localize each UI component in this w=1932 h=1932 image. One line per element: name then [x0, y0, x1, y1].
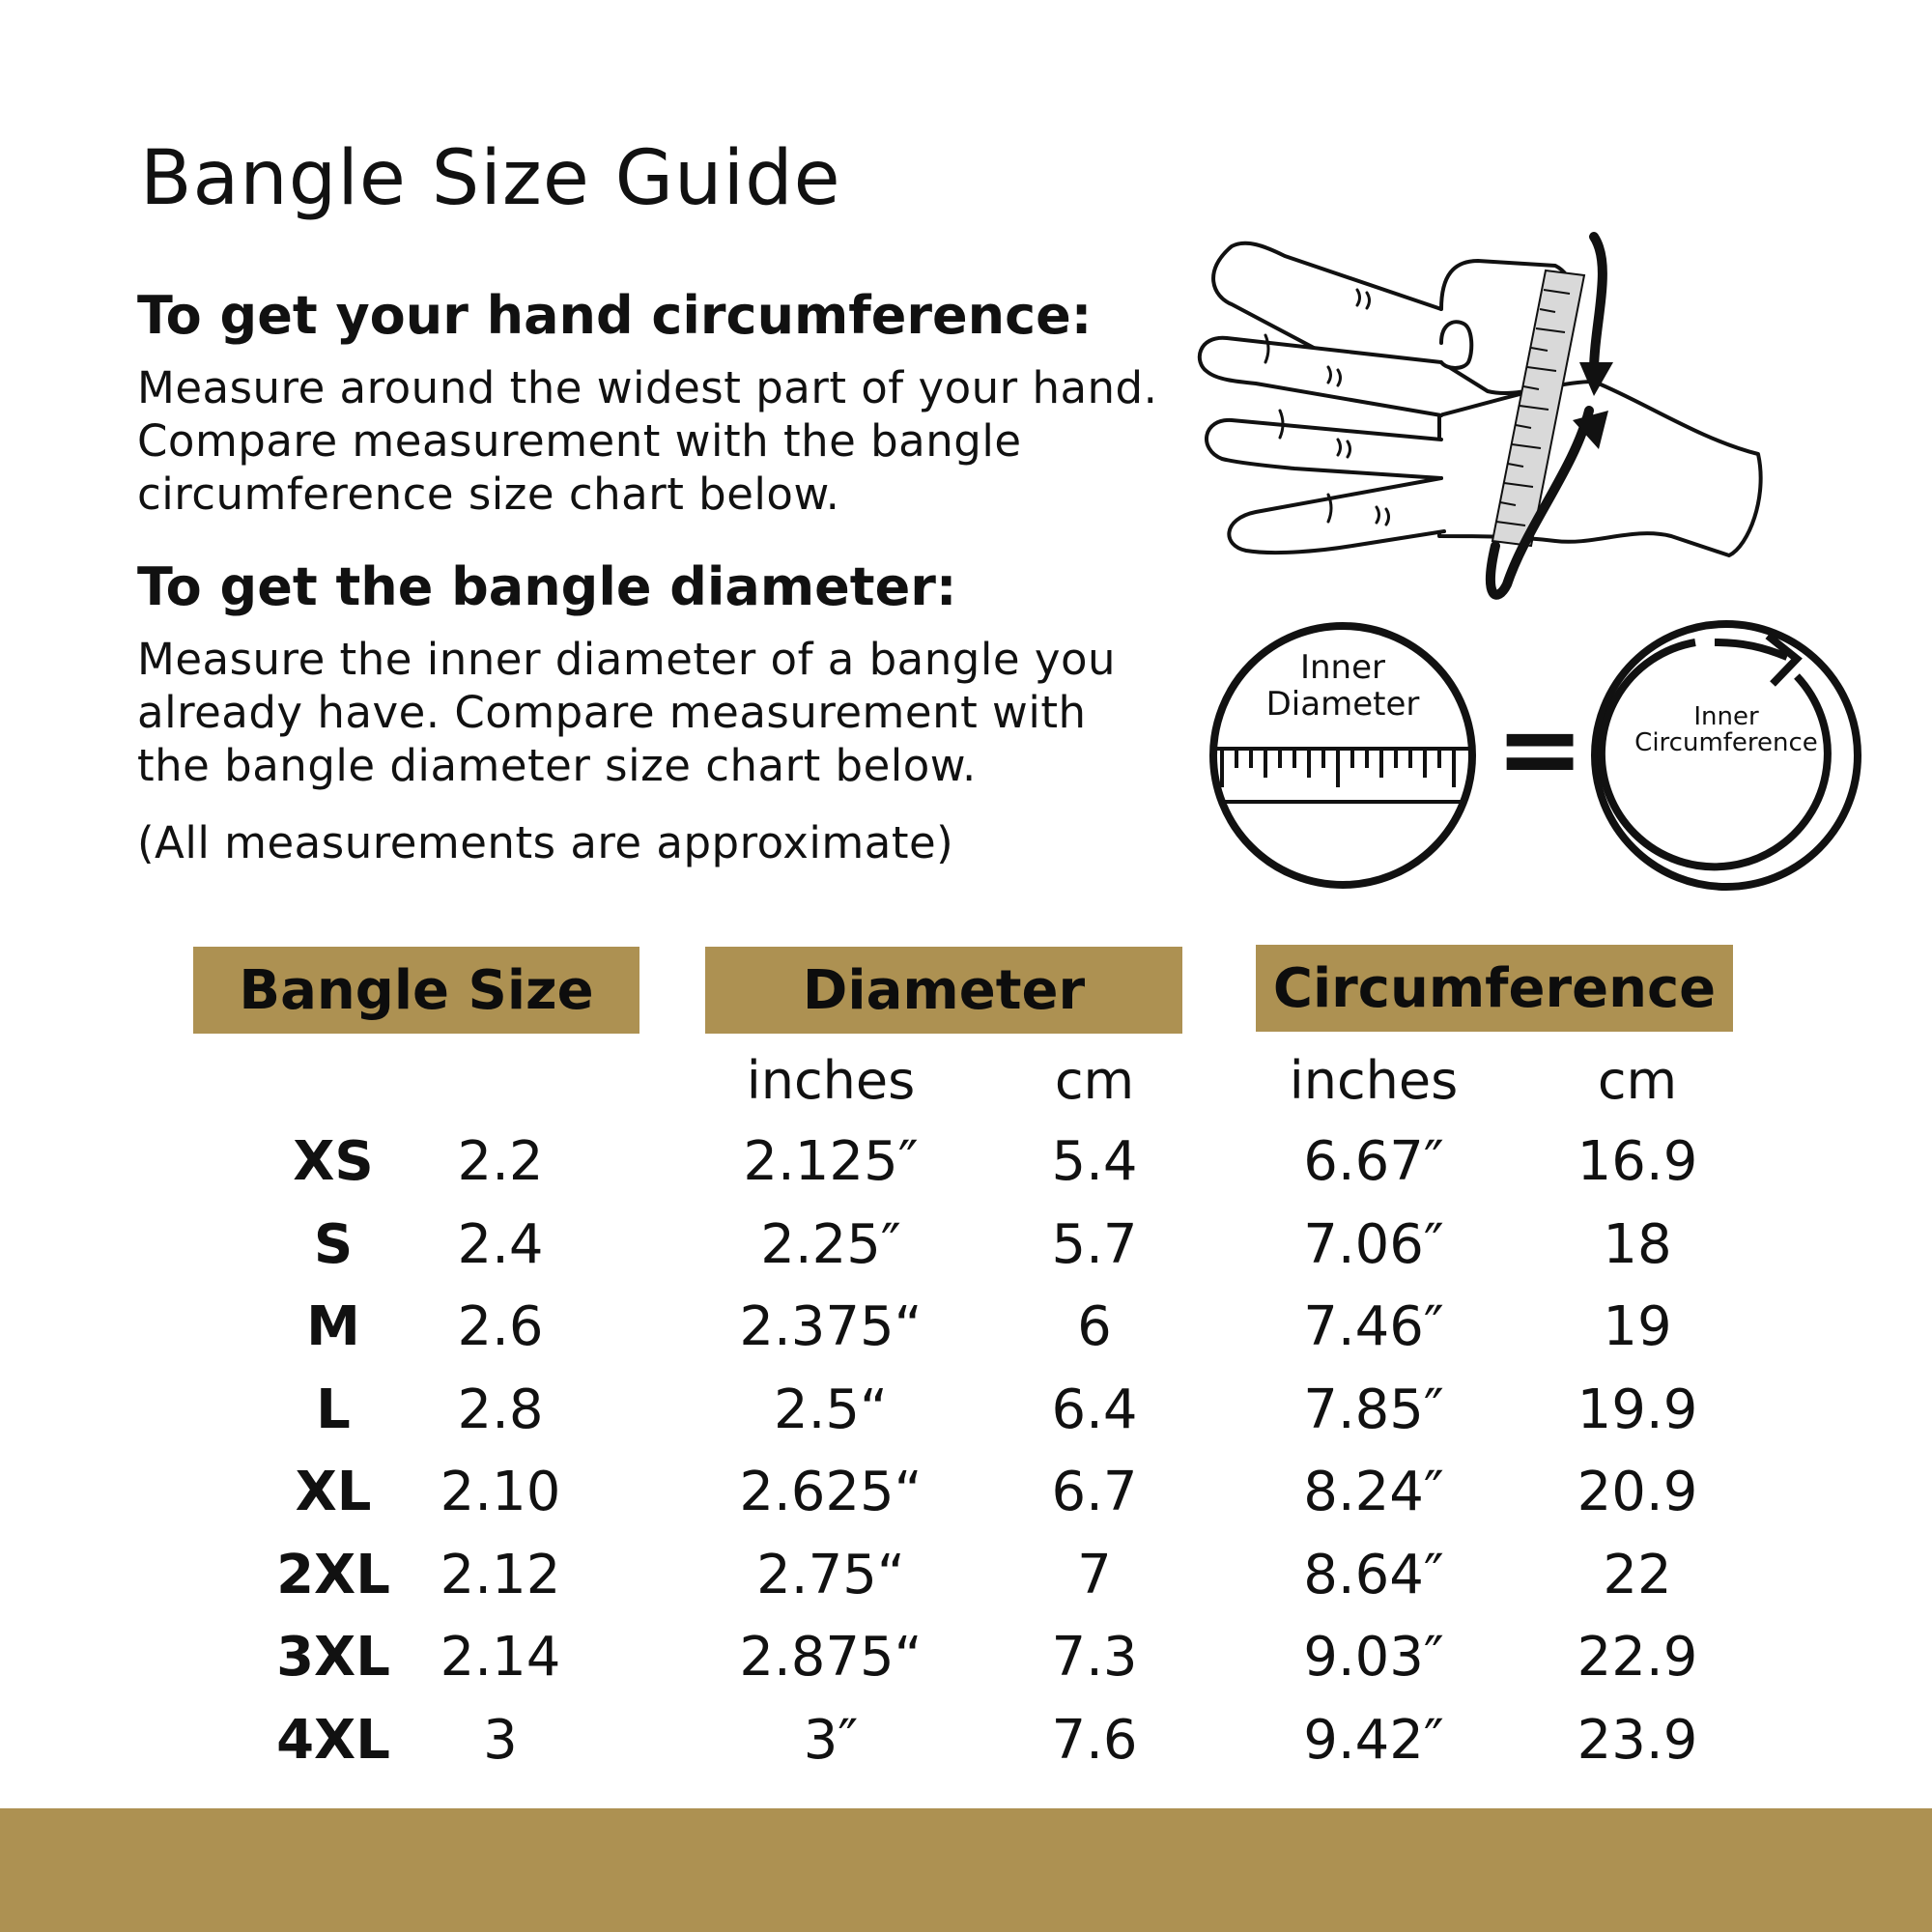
size-label: L [316, 1378, 351, 1441]
diameter-cm: 7.3 [1051, 1626, 1138, 1689]
text-line: Measure around the widest part of your hand. [137, 362, 1158, 413]
equals-sign: = [1495, 687, 1585, 810]
circumference-inches: 9.42″ [1303, 1709, 1444, 1772]
page-title: Bangle Size Guide [140, 135, 841, 222]
diameter-cm: 7 [1077, 1544, 1112, 1606]
diameter-cm: 5.4 [1051, 1130, 1138, 1193]
unit-diameter-inches: inches [746, 1050, 916, 1111]
circumference-cm: 23.9 [1577, 1709, 1698, 1772]
circumference-cm: 22.9 [1577, 1626, 1698, 1689]
diameter-inches: 2.25″ [760, 1213, 901, 1276]
circumference-label-2: Circumference [1634, 728, 1818, 757]
header-bangle-size: Bangle Size [193, 947, 639, 1034]
text-line: circumference size chart below. [137, 469, 840, 520]
footer-band [0, 1808, 1932, 1932]
diameter-cm: 6.4 [1051, 1378, 1138, 1441]
circumference-cm: 20.9 [1577, 1461, 1698, 1523]
diameter-label-2: Diameter [1265, 685, 1420, 724]
circumference-cm: 19 [1603, 1295, 1672, 1358]
size-number: 2.8 [457, 1378, 544, 1441]
size-label: S [313, 1213, 354, 1276]
size-label: M [306, 1295, 360, 1358]
size-number: 3 [483, 1709, 518, 1772]
text-line: Compare measurement with the bangle [137, 415, 1022, 467]
size-label: 2XL [276, 1544, 390, 1606]
text-line: Measure the inner diameter of a bangle you [137, 634, 1116, 685]
diameter-cm: 6 [1077, 1295, 1112, 1358]
diameter-cm: 7.6 [1051, 1709, 1138, 1772]
diameter-inches: 2.875“ [739, 1626, 923, 1689]
size-number: 2.14 [440, 1626, 561, 1689]
circumference-label-1: Inner [1693, 702, 1759, 731]
circumference-inches: 9.03″ [1303, 1626, 1444, 1689]
diameter-inches: 2.125″ [743, 1130, 919, 1193]
size-number: 2.12 [440, 1544, 561, 1606]
diameter-inches: 2.75“ [756, 1544, 905, 1606]
bangle-diameter-text [137, 633, 1116, 792]
hand-measuring-icon [1188, 217, 1787, 609]
circumference-cm: 22 [1603, 1544, 1672, 1606]
header-circumference: Circumference [1256, 945, 1733, 1032]
circumference-inches: 6.67″ [1303, 1130, 1444, 1193]
circumference-cm: 18 [1603, 1213, 1672, 1276]
circumference-inches: 7.46″ [1303, 1295, 1444, 1358]
inner-diameter-diagram [1208, 618, 1478, 894]
size-label: 4XL [276, 1709, 390, 1772]
hand-circumference-text [137, 361, 1157, 521]
diameter-cm: 5.7 [1051, 1213, 1138, 1276]
text-line: the bangle diameter size chart below. [137, 740, 977, 791]
size-number: 2.4 [457, 1213, 544, 1276]
hand-circumference-heading: To get your hand circumference: [137, 285, 1093, 346]
circumference-cm: 19.9 [1577, 1378, 1698, 1441]
diameter-inches: 2.5“ [773, 1378, 889, 1441]
unit-circumference-cm: cm [1597, 1050, 1678, 1111]
diameter-inches: 2.375“ [739, 1295, 923, 1358]
header-diameter: Diameter [705, 947, 1182, 1034]
diameter-inches: 3″ [803, 1709, 859, 1772]
size-number: 2.2 [457, 1130, 544, 1193]
diameter-cm: 6.7 [1051, 1461, 1138, 1523]
size-label: XL [295, 1461, 372, 1523]
inner-circumference-diagram [1589, 618, 1864, 894]
diameter-inches: 2.625“ [739, 1461, 923, 1523]
size-label: XS [293, 1130, 374, 1193]
unit-circumference-inches: inches [1289, 1050, 1459, 1111]
diameter-label-1: Inner [1299, 648, 1386, 687]
unit-diameter-cm: cm [1054, 1050, 1135, 1111]
circumference-inches: 8.64″ [1303, 1544, 1444, 1606]
text-line: already have. Compare measurement with [137, 687, 1087, 738]
size-label: 3XL [276, 1626, 390, 1689]
circumference-inches: 8.24″ [1303, 1461, 1444, 1523]
circumference-inches: 7.06″ [1303, 1213, 1444, 1276]
circumference-inches: 7.85″ [1303, 1378, 1444, 1441]
bangle-diameter-heading: To get the bangle diameter: [137, 556, 957, 617]
circumference-cm: 16.9 [1577, 1130, 1698, 1193]
size-number: 2.10 [440, 1461, 561, 1523]
approximate-note: (All measurements are approximate) [137, 817, 954, 868]
size-number: 2.6 [457, 1295, 544, 1358]
